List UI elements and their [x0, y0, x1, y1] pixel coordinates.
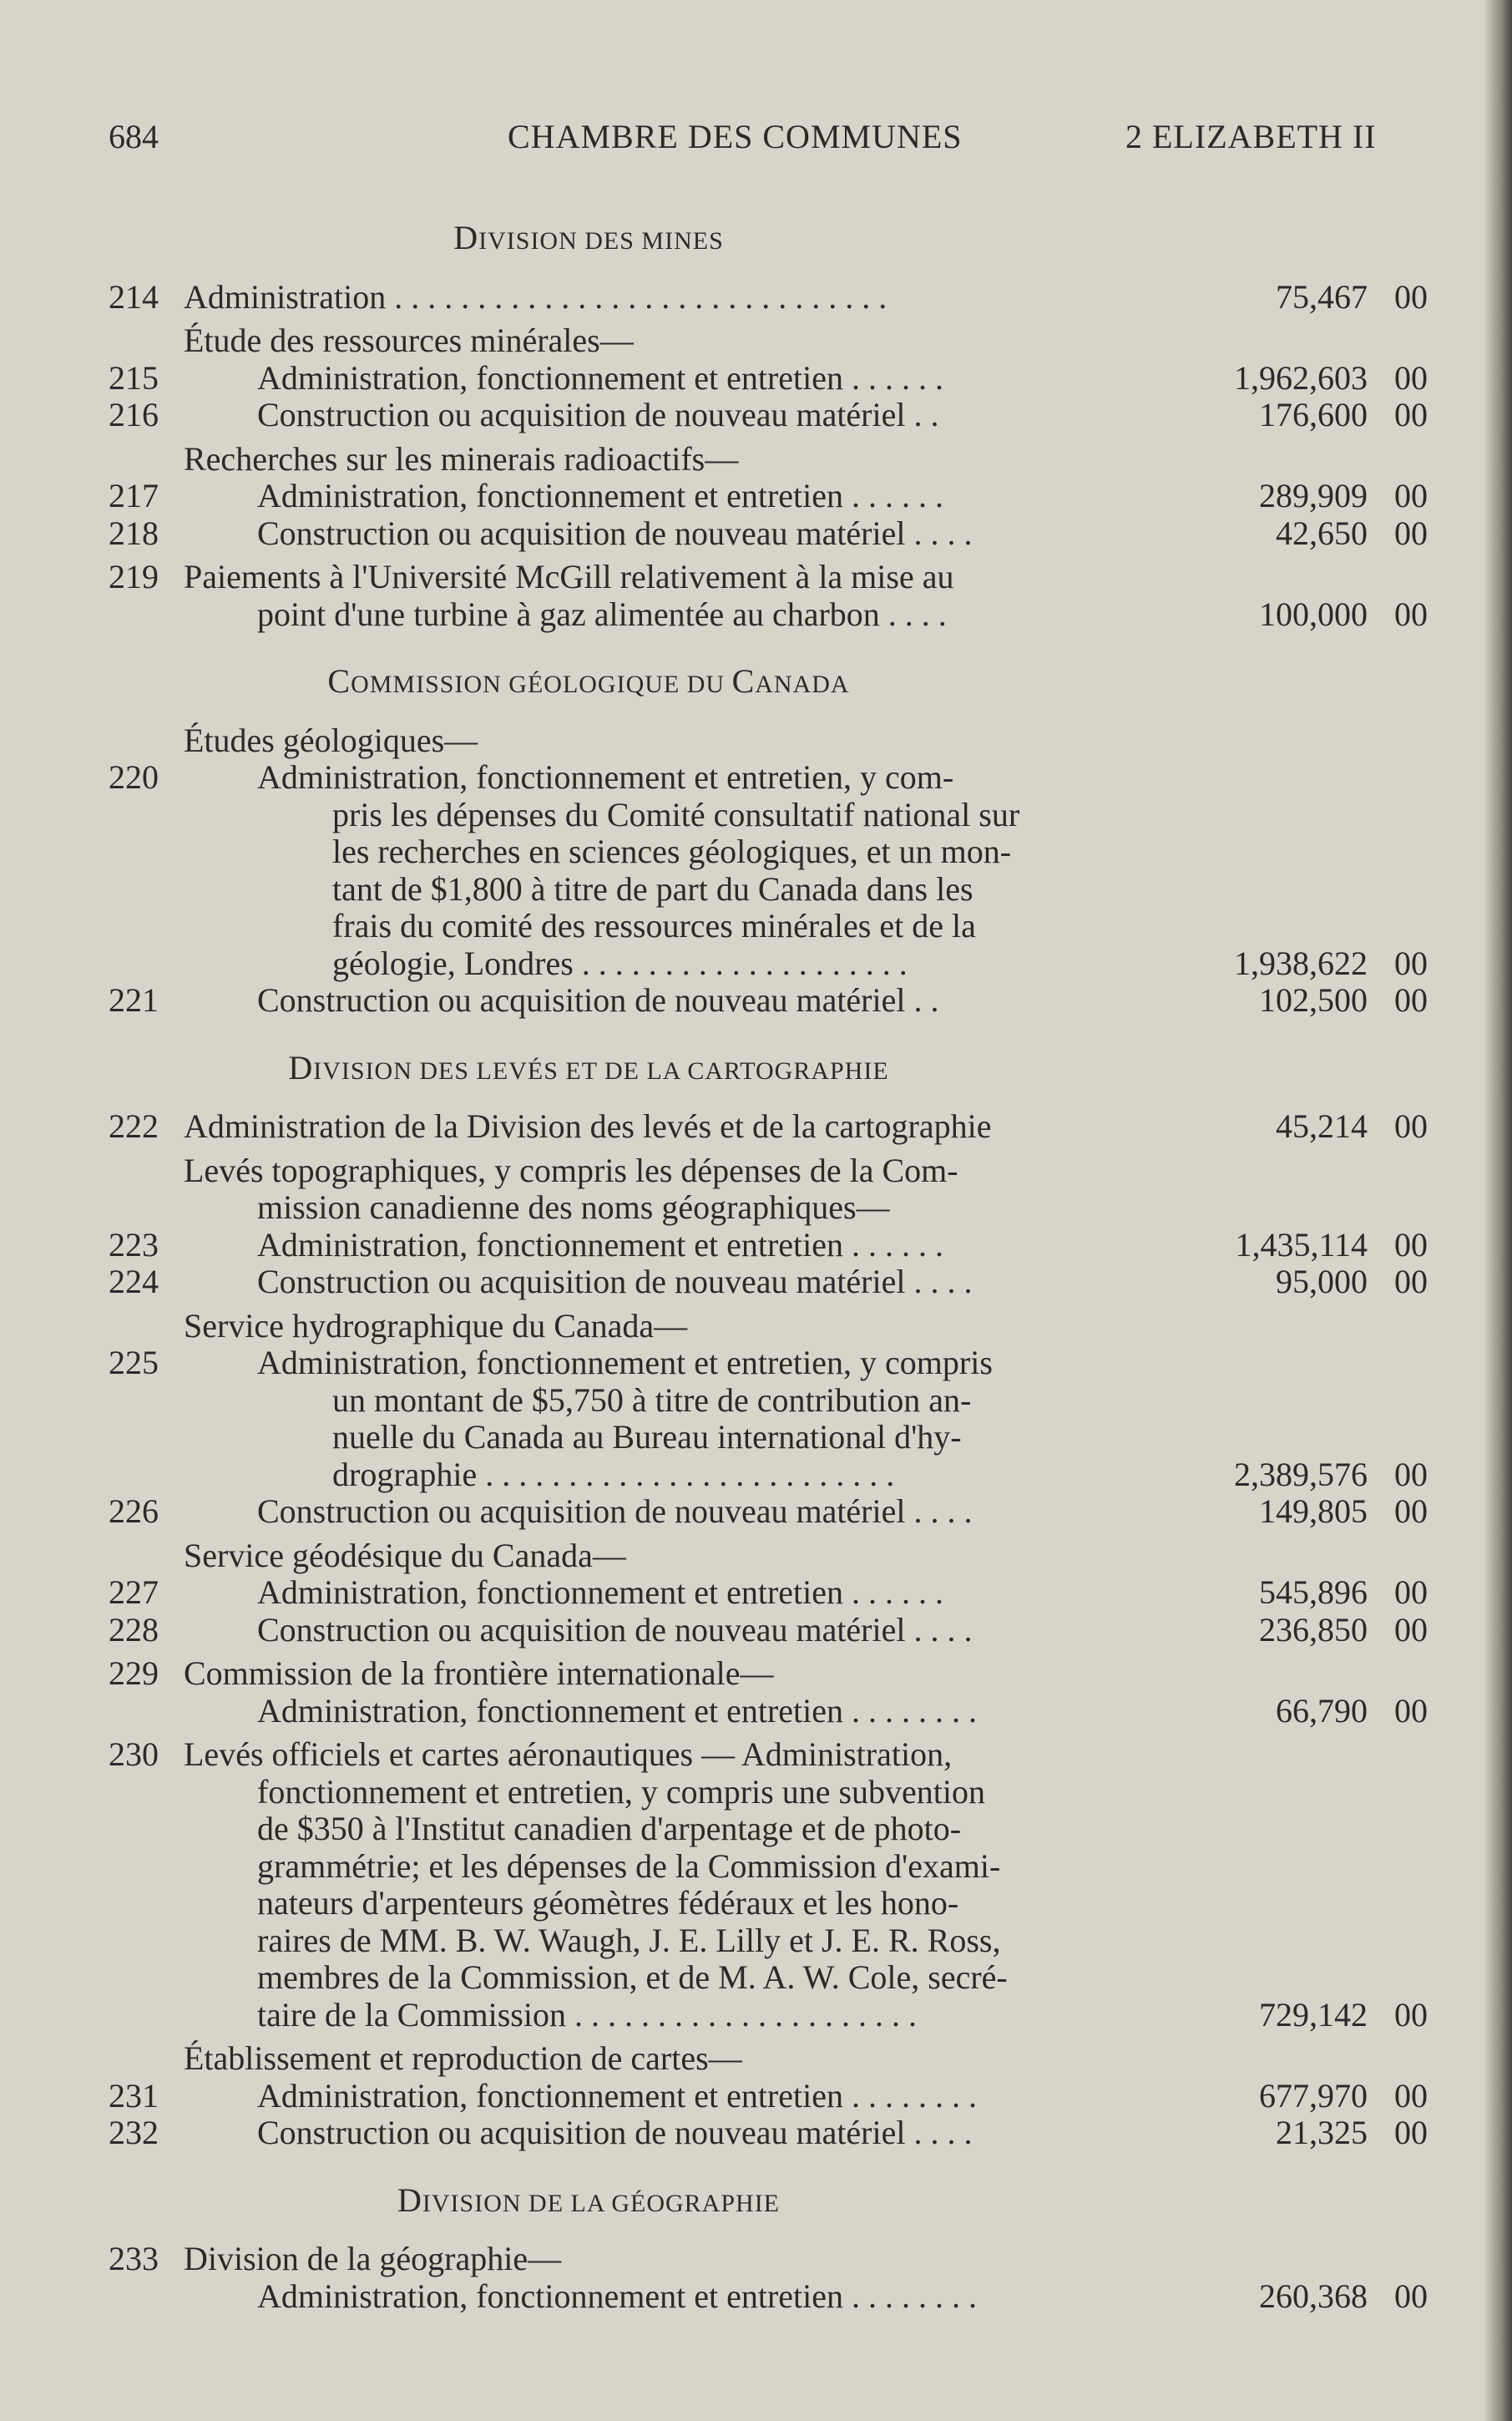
vote-row: [109, 1227, 1428, 1264]
amount-cents: 00: [1394, 1492, 1428, 1530]
vote-row: [109, 1736, 1428, 1774]
vote-row: [109, 1655, 1428, 1693]
vote-row: [109, 722, 1428, 760]
vote-row: [109, 2040, 1428, 2078]
vote-number: 228: [109, 1610, 159, 1649]
amount-dollars: 1,435,114: [1235, 1225, 1368, 1264]
section-heading: [109, 2182, 1428, 2220]
section-title-initial: C: [327, 662, 351, 700]
amount-dollars: 66,790: [1276, 1691, 1368, 1730]
vote-amount-cell: [1177, 397, 1428, 434]
vote-description: Construction ou acquisition de nouveau matériel . .: [257, 397, 939, 433]
amount-dollars: 95,000: [1276, 1263, 1368, 1300]
vote-amount-cell: [1177, 515, 1428, 553]
vote-description: raires de MM. B. W. Waugh, J. E. Lilly et J. E. R. Ross,: [257, 1922, 1001, 1959]
vote-row: [109, 441, 1428, 479]
vote-row: [109, 1382, 1428, 1420]
vote-description: frais du comité des ressources minérales et de la: [332, 908, 976, 945]
vote-amount-cell: [1177, 1227, 1428, 1264]
amount-dollars: 21,325: [1276, 2114, 1368, 2151]
vote-row: [109, 1456, 1428, 1494]
vote-description: Études géologiques—: [184, 722, 478, 759]
vote-row: [109, 1493, 1428, 1531]
vote-row: [109, 1574, 1428, 1612]
vote-description: Construction ou acquisition de nouveau matériel . . . .: [257, 2115, 973, 2151]
amount-cents: 00: [1394, 1263, 1428, 1300]
amount-cents: 00: [1394, 981, 1428, 1019]
vote-description: Division de la géographie—: [184, 2241, 562, 2277]
row-gap: [109, 552, 1428, 559]
vote-amount-cell: [1177, 596, 1428, 634]
vote-amount-cell: [1177, 1456, 1428, 1494]
amount-dollars: 1,938,622: [1234, 944, 1368, 982]
vote-number: 218: [109, 514, 159, 552]
running-title: CHAMBRE DES COMMUNES: [508, 118, 963, 155]
section-gap: [109, 2152, 1428, 2182]
vote-amount-cell: [1177, 360, 1428, 398]
row-gap: [109, 316, 1428, 322]
vote-description: Paiements à l'Université McGill relativement à la mise au: [184, 559, 954, 595]
vote-description: Construction ou acquisition de nouveau matériel . . . .: [257, 1264, 973, 1300]
section-heading: [109, 663, 1428, 701]
vote-number: 222: [109, 1107, 159, 1145]
vote-description: Commission de la frontière internationale—: [184, 1655, 774, 1692]
section-title-initial: C: [731, 662, 756, 700]
section-title-rest: OMMISSION GÉOLOGIQUE DU: [351, 671, 732, 698]
section-title: [109, 220, 1069, 261]
vote-row: [109, 1108, 1428, 1146]
vote-row: [109, 1537, 1428, 1575]
vote-number: 233: [109, 2240, 159, 2277]
vote-number: 227: [109, 1573, 159, 1611]
row-gap: [109, 1531, 1428, 1537]
vote-description: Administration, fonctionnement et entretien . . . . . .: [257, 1226, 944, 1264]
vote-row: [109, 833, 1428, 871]
vote-row: [109, 2241, 1428, 2278]
amount-cents: 00: [1394, 1995, 1428, 2034]
vote-amount-cell: [1177, 2078, 1428, 2115]
amount-dollars: 102,500: [1259, 981, 1368, 1019]
vote-row: [109, 279, 1428, 317]
vote-row: [109, 515, 1428, 553]
amount-cents: 00: [1394, 1691, 1428, 1730]
vote-number: 220: [109, 758, 159, 796]
vote-row: [109, 2078, 1428, 2115]
vote-description: Construction ou acquisition de nouveau matériel . . . .: [257, 1611, 973, 1649]
vote-row: [109, 1612, 1428, 1649]
vote-amount-cell: [1177, 2278, 1428, 2316]
regnal-year: 2 ELIZABETH II: [1125, 118, 1377, 155]
vote-number: 216: [109, 396, 159, 433]
amount-cents: 00: [1394, 2277, 1428, 2315]
amount-cents: 00: [1394, 2114, 1428, 2151]
amount-cents: 00: [1394, 2076, 1428, 2115]
vote-description: Levés topographiques, y compris les dépenses de la Com-: [184, 1152, 958, 1189]
vote-row: [109, 797, 1428, 834]
amount-dollars: 2,389,576: [1234, 1455, 1368, 1493]
vote-description: grammétrie; et les dépenses de la Commission d'exami-: [257, 1847, 1001, 1885]
vote-amount-cell: [1177, 982, 1428, 1020]
vote-description: Étude des ressources minérales—: [184, 322, 634, 359]
vote-amount-cell: [1177, 279, 1428, 317]
row-gap: [109, 2034, 1428, 2040]
vote-row: [109, 478, 1428, 515]
amount-cents: 00: [1394, 1455, 1428, 1493]
section-heading: [109, 220, 1428, 257]
section-title: [109, 1050, 1069, 1091]
vote-description: taire de la Commission . . . . . . . . . . . . . . . . . . . . .: [257, 1996, 917, 2034]
vote-description: pris les dépenses du Comité consultatif national sur: [332, 796, 1020, 833]
vote-description: Administration, fonctionnement et entretien . . . . . .: [257, 359, 944, 397]
vote-row: [109, 397, 1428, 434]
vote-row: [109, 1345, 1428, 1382]
amount-dollars: 545,896: [1259, 1573, 1368, 1611]
vote-row: [109, 759, 1428, 797]
vote-row: [109, 2115, 1428, 2152]
section-title-initial: D: [397, 2180, 422, 2219]
section-title-rest: ANADA: [755, 671, 850, 698]
vote-number: 226: [109, 1492, 159, 1530]
amount-cents: 00: [1394, 1610, 1428, 1649]
vote-number: 225: [109, 1344, 159, 1381]
vote-number: 221: [109, 981, 159, 1019]
estimates-body: [109, 213, 1428, 2315]
vote-description: Administration, fonctionnement et entretien . . . . . . . .: [257, 2077, 978, 2115]
section-gap: [109, 213, 1428, 220]
page-number: 684: [109, 118, 159, 155]
vote-row: [109, 1264, 1428, 1301]
vote-amount-cell: [1177, 1493, 1428, 1531]
vote-amount-cell: [1177, 945, 1428, 983]
vote-row: [109, 1189, 1428, 1227]
amount-dollars: 42,650: [1276, 514, 1368, 552]
vote-description: point d'une turbine à gaz alimentée au charbon . . . .: [257, 595, 947, 633]
vote-number: 214: [109, 277, 159, 316]
vote-number: 219: [109, 558, 159, 595]
vote-row: [109, 908, 1428, 945]
section-title-rest: IVISION DE LA GÉOGRAPHIE: [422, 2189, 781, 2217]
vote-row: [109, 2278, 1428, 2316]
vote-amount-cell: [1177, 1612, 1428, 1649]
vote-row: [109, 1693, 1428, 1730]
section-title-initial: D: [288, 1048, 314, 1086]
vote-description: Service hydrographique du Canada—: [184, 1307, 688, 1345]
vote-number: 217: [109, 477, 159, 514]
amount-cents: 00: [1394, 1225, 1428, 1264]
vote-number: 231: [109, 2076, 159, 2115]
vote-row: [109, 871, 1428, 909]
vote-row: [109, 1308, 1428, 1345]
amount-dollars: 729,142: [1259, 1995, 1368, 2034]
vote-row: [109, 1419, 1428, 1456]
vote-amount-cell: [1177, 1108, 1428, 1146]
vote-amount-cell: [1177, 478, 1428, 515]
vote-number: 223: [109, 1225, 159, 1264]
amount-cents: 00: [1394, 358, 1428, 397]
vote-row: [109, 1922, 1428, 1960]
vote-description: un montant de $5,750 à titre de contribution an-: [332, 1381, 972, 1419]
section-gap: [109, 1020, 1428, 1050]
vote-row: [109, 1774, 1428, 1811]
vote-amount-cell: [1177, 1574, 1428, 1612]
amount-dollars: 176,600: [1259, 396, 1368, 433]
vote-amount-cell: [1177, 1264, 1428, 1301]
vote-description: les recherches en sciences géologiques, et un mon-: [332, 833, 1012, 870]
amount-dollars: 236,850: [1259, 1610, 1368, 1649]
vote-row: [109, 1885, 1428, 1922]
vote-row: [109, 1848, 1428, 1886]
section-gap: [109, 633, 1428, 663]
amount-cents: 00: [1394, 396, 1428, 433]
section-heading: [109, 1050, 1428, 1087]
vote-amount-cell: [1177, 1997, 1428, 2034]
row-gap: [109, 1301, 1428, 1308]
section-title: [109, 2182, 1069, 2223]
vote-description: Levés officiels et cartes aéronautiques — Administration,: [184, 1736, 953, 1773]
vote-description: drographie . . . . . . . . . . . . . . . . . . . . . . . . .: [332, 1456, 895, 1493]
vote-description: géologie, Londres . . . . . . . . . . . . . . . . . . . .: [332, 945, 908, 982]
vote-description: Construction ou acquisition de nouveau matériel . .: [257, 982, 939, 1019]
amount-cents: 00: [1394, 944, 1428, 982]
vote-row: [109, 1997, 1428, 2034]
vote-description: nuelle du Canada au Bureau international d'hy-: [332, 1419, 962, 1456]
vote-description: Administration, fonctionnement et entretien . . . . . . . .: [257, 1692, 978, 1730]
vote-row: [109, 1959, 1428, 1997]
vote-description: de $350 à l'Institut canadien d'arpentage et de photo-: [257, 1811, 962, 1847]
amount-cents: 00: [1394, 514, 1428, 552]
vote-row: [109, 1152, 1428, 1190]
amount-dollars: 289,909: [1259, 477, 1368, 514]
vote-description: Construction ou acquisition de nouveau matériel . . . .: [257, 1493, 973, 1530]
row-gap: [109, 1730, 1428, 1736]
section-title-rest: IVISION DES MINES: [478, 227, 724, 255]
vote-number: 232: [109, 2114, 159, 2151]
vote-description: Service géodésique du Canada—: [184, 1537, 626, 1574]
vote-row: [109, 982, 1428, 1020]
row-gap: [109, 1649, 1428, 1655]
page-binding-edge: [1484, 0, 1512, 2421]
amount-dollars: 75,467: [1276, 277, 1368, 316]
vote-description: Construction ou acquisition de nouveau matériel . . . .: [257, 514, 973, 552]
amount-cents: 00: [1394, 477, 1428, 514]
amount-cents: 00: [1394, 1107, 1428, 1145]
vote-description: membres de la Commission, et de M. A. W. Cole, secré-: [257, 1959, 1008, 1996]
vote-description: Établissement et reproduction de cartes—: [184, 2040, 742, 2077]
vote-description: Administration, fonctionnement et entretien, y com-: [257, 759, 954, 796]
vote-description: Administration, fonctionnement et entretien . . . . . .: [257, 1574, 944, 1611]
vote-number: 215: [109, 358, 159, 397]
vote-description: Administration, fonctionnement et entretien . . . . . .: [257, 478, 944, 514]
vote-description: Administration de la Division des levés et de la cartographie: [184, 1108, 992, 1145]
vote-row: [109, 945, 1428, 983]
amount-cents: 00: [1394, 1573, 1428, 1611]
amount-dollars: 100,000: [1259, 595, 1368, 633]
row-gap: [109, 1146, 1428, 1152]
vote-amount-cell: [1177, 1693, 1428, 1730]
vote-description: Recherches sur les minerais radioactifs—: [184, 440, 739, 478]
vote-description: nateurs d'arpenteurs géomètres fédéraux et les hono-: [257, 1885, 959, 1922]
vote-description: Administration . . . . . . . . . . . . . . . . . . . . . . . . . . . . . .: [184, 278, 887, 316]
vote-row: [109, 360, 1428, 398]
section-title-rest: IVISION DES LEVÉS ET DE LA CARTOGRAPHIE: [313, 1056, 889, 1085]
vote-description: tant de $1,800 à titre de part du Canada dans les: [332, 870, 973, 908]
vote-description: Administration, fonctionnement et entretien, y compris: [257, 1345, 993, 1381]
vote-row: [109, 1811, 1428, 1848]
amount-cents: 00: [1394, 277, 1428, 316]
section-title: [109, 663, 1069, 704]
row-gap: [109, 434, 1428, 441]
amount-dollars: 260,368: [1259, 2277, 1368, 2315]
section-title-initial: D: [453, 219, 479, 256]
amount-cents: 00: [1394, 595, 1428, 633]
vote-row: [109, 559, 1428, 596]
vote-row: [109, 596, 1428, 634]
amount-dollars: 1,962,603: [1234, 358, 1368, 397]
vote-number: 229: [109, 1654, 159, 1692]
vote-row: [109, 322, 1428, 360]
vote-amount-cell: [1177, 2115, 1428, 2152]
vote-number: 224: [109, 1263, 159, 1300]
vote-description: Administration, fonctionnement et entretien . . . . . . . .: [257, 2277, 978, 2315]
amount-dollars: 149,805: [1259, 1492, 1368, 1530]
page-header: [0, 117, 1512, 159]
vote-description: fonctionnement et entretien, y compris une subvention: [257, 1773, 985, 1811]
amount-dollars: 677,970: [1259, 2076, 1368, 2115]
vote-description: mission canadienne des noms géographiques—: [257, 1189, 890, 1226]
vote-number: 230: [109, 1735, 159, 1773]
amount-dollars: 45,214: [1276, 1107, 1368, 1145]
